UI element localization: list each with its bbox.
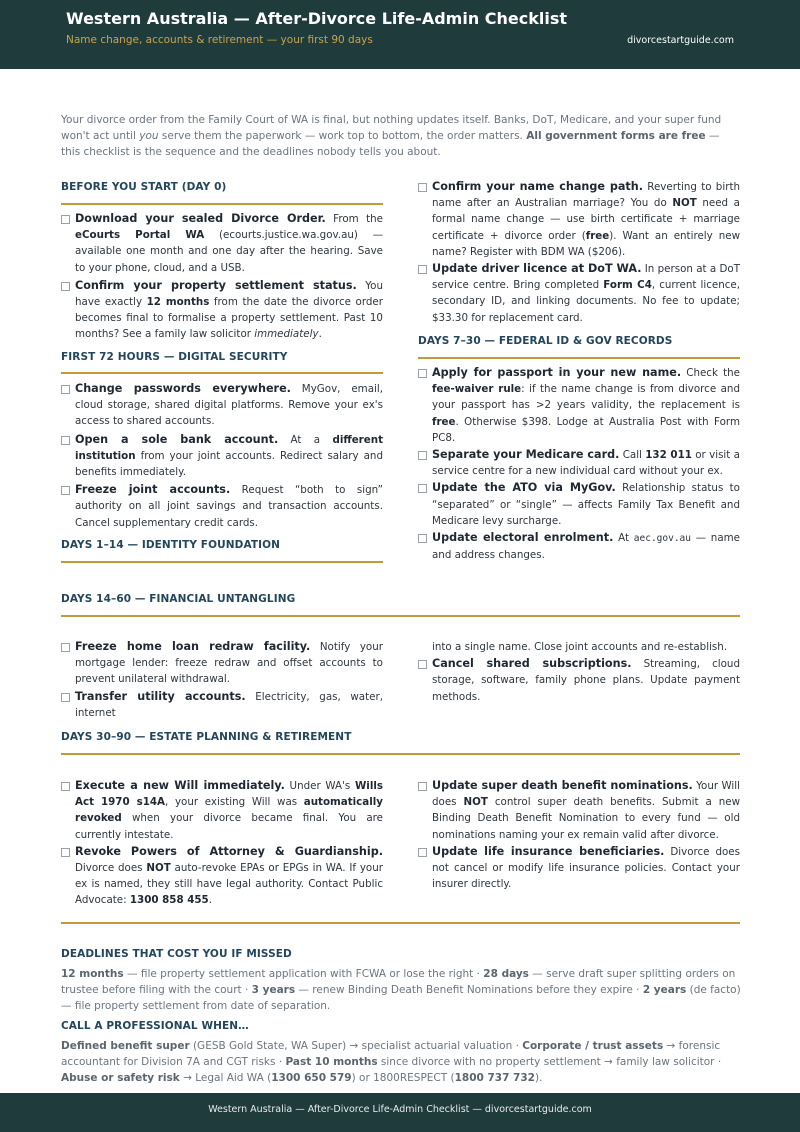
checklist-item-sole-bank: Open a sole bank account. At a different institution from your joint accounts. Redirect salary and benefits immediately.	[61, 432, 383, 481]
checkbox[interactable]	[61, 782, 70, 791]
page-title: Western Australia — After-Divorce Life-Admin Checklist	[66, 9, 568, 28]
section-rule	[61, 753, 740, 755]
checkbox[interactable]	[61, 643, 70, 652]
column-financial-right	[418, 639, 740, 705]
page-subtitle: Name change, accounts & retirement — your first 90 days	[66, 34, 373, 46]
section-heading-first72: FIRST 72 HOURS — DIGITAL SECURITY	[61, 351, 288, 363]
section-heading-days7-30: DAYS 7–30 — FEDERAL ID & GOV RECORDS	[418, 335, 673, 347]
section-heading-days30-90: DAYS 30–90 — ESTATE PLANNING & RETIREMENT	[61, 731, 352, 743]
checkbox[interactable]	[418, 848, 427, 857]
checklist-item-driver-licence: Update driver licence at DoT WA. In person at a DoT service centre. Bring completed Form C4, current licence, secondary ID, and linking documents. No fee to update; $33.30 for replacement card.	[418, 261, 740, 326]
checkbox[interactable]	[61, 436, 70, 445]
checkbox[interactable]	[418, 660, 427, 669]
section-heading-days1-14: DAYS 1–14 — IDENTITY FOUNDATION	[61, 539, 281, 551]
checkbox[interactable]	[61, 215, 70, 224]
page-header	[0, 0, 800, 69]
checkbox[interactable]	[418, 534, 427, 543]
checkbox[interactable]	[61, 693, 70, 702]
checklist-item-super: Update super death benefit nominations. Your Will does NOT control super death benefits. Submit a new Binding Death Benefit Nomination to every fund — old nominations naming your ex remain valid after divorce.	[418, 778, 740, 843]
section-rule	[61, 922, 740, 924]
section-rule	[61, 561, 383, 563]
section-heading-before: BEFORE YOU START (DAY 0)	[61, 181, 227, 193]
checkbox[interactable]	[61, 385, 70, 394]
column-identity	[418, 179, 740, 326]
checkbox[interactable]	[418, 484, 427, 493]
checkbox[interactable]	[61, 848, 70, 857]
checkbox[interactable]	[418, 451, 427, 460]
checkbox[interactable]	[61, 486, 70, 495]
checkbox[interactable]	[418, 782, 427, 791]
section-heading-professional: CALL A PROFESSIONAL WHEN…	[61, 1020, 249, 1032]
professional-paragraph: Defined benefit super (GESB Gold State, WA Super) → specialist actuarial valuation · Corporate / trust assets → forensic accountant for Division 7A and CGT risks · Past 10 months since divorce with no property settlement → family law solicitor · Abuse or safety risk → Legal Aid WA (1300 650 579) or 1800RESPECT (1800 737 732).	[61, 1040, 722, 1085]
checklist-item-insurance: Update life insurance beneficiaries. Divorce does not cancel or modify life insurance policies. Contact your insurer directly.	[418, 844, 740, 893]
intro-paragraph: Your divorce order from the Family Court of WA is final, but nothing updates itself. Banks, DoT, Medicare, and your super fund won't act until you serve them the paperwork — work top to bottom, the order matters. All government forms are free — this checklist is the sequence and the deadlines nobody tells you about.	[61, 114, 722, 159]
checklist-item-name-path: Confirm your name change path. Reverting to birth name after an Australian marriage? You do NOT need a formal name change — use birth certificate + marriage certificate + divorce order (free). Want an entirely new name? Register with BDM WA ($206).	[418, 179, 740, 260]
deadlines-paragraph: 12 months — file property settlement application with FCWA or lose the right · 28 days — serve draft super splitting orders on trustee before filing with the court · 3 years — renew Binding Death Benefit Nominations before they expire · 2 years (de facto) — file property settlement from date of separation.	[61, 968, 741, 1013]
column-before	[61, 211, 383, 343]
checklist-item-download-order: Download your sealed Divorce Order. From the eCourts Portal WA (ecourts.justice.wa.gov.au) — available one month and one day after the hearing. Save to your phone, cloud, and a USB.	[61, 211, 383, 276]
checklist-item-subscriptions: Cancel shared subscriptions. Streaming, cloud storage, software, family phone plans. Update payment methods.	[418, 656, 740, 705]
page-footer	[0, 1093, 800, 1132]
column-estate-right	[418, 778, 740, 892]
site-name: divorcestartguide.com	[627, 35, 734, 46]
utilities-continued: into a single name. Close joint accounts and re-establish.	[432, 641, 728, 653]
checklist-item-will: Execute a new Will immediately. Under WA's Wills Act 1970 s14A, your existing Will was automatically revoked when your divorce became final. You are currently intestate.	[61, 778, 383, 843]
checklist-item-passwords: Change passwords everywhere. MyGov, email, cloud storage, shared digital platforms. Remove your ex's access to shared accounts.	[61, 381, 383, 430]
checklist-item-property-settlement: Confirm your property settlement status. You have exactly 12 months from the date the divorce order becomes final to formalise a property settlement. Past 10 months? See a family law solicitor immediately.	[61, 278, 383, 343]
section-rule	[61, 615, 740, 617]
section-rule	[418, 357, 740, 359]
checkbox[interactable]	[418, 183, 427, 192]
checklist-item-medicare: Separate your Medicare card. Call 132 011 or visit a service centre for a new individual card without your ex.	[418, 447, 740, 479]
checklist-item-electoral: Update electoral enrolment. At aec.gov.au — name and address changes.	[418, 530, 740, 563]
checklist-item-passport: Apply for passport in your new name. Check the fee-waiver rule: if the name change is from divorce and your passport has >2 years validity, the replacement is free. Otherwise $398. Lodge at Australia Post with Form PC8.	[418, 365, 740, 446]
checklist-item-home-loan: Freeze home loan redraw facility. Notify your mortgage lender: freeze redraw and offset accounts to prevent unilateral withdrawal.	[61, 639, 383, 688]
checklist-item-utilities: Transfer utility accounts. Electricity, gas, water, internet	[61, 689, 383, 721]
column-first72	[61, 381, 383, 531]
checklist-item-poa: Revoke Powers of Attorney & Guardianship. Divorce does NOT auto-revoke EPAs or EPGs in WA. If your ex is named, they still have legal authority. Contact Public Advocate: 1300 858 455.	[61, 844, 383, 909]
footer-text: Western Australia — After-Divorce Life-Admin Checklist — divorcestartguide.com	[208, 1104, 592, 1115]
checklist-item-freeze-joint: Freeze joint accounts. Request “both to sign” authority on all joint savings and transaction accounts. Cancel supplementary credit cards.	[61, 482, 383, 531]
column-financial-left	[61, 639, 383, 721]
column-estate-left	[61, 778, 383, 909]
checkbox[interactable]	[418, 369, 427, 378]
checkbox[interactable]	[61, 282, 70, 291]
checkbox[interactable]	[418, 265, 427, 274]
section-rule	[61, 372, 383, 374]
section-heading-days14-60: DAYS 14–60 — FINANCIAL UNTANGLING	[61, 593, 296, 605]
checklist-item-ato: Update the ATO via MyGov. Relationship status to “separated” or “single” — affects Family Tax Benefit and Medicare levy surcharge.	[418, 480, 740, 529]
column-federal	[418, 365, 740, 563]
section-rule	[61, 203, 383, 205]
section-heading-deadlines: DEADLINES THAT COST YOU IF MISSED	[61, 948, 292, 960]
